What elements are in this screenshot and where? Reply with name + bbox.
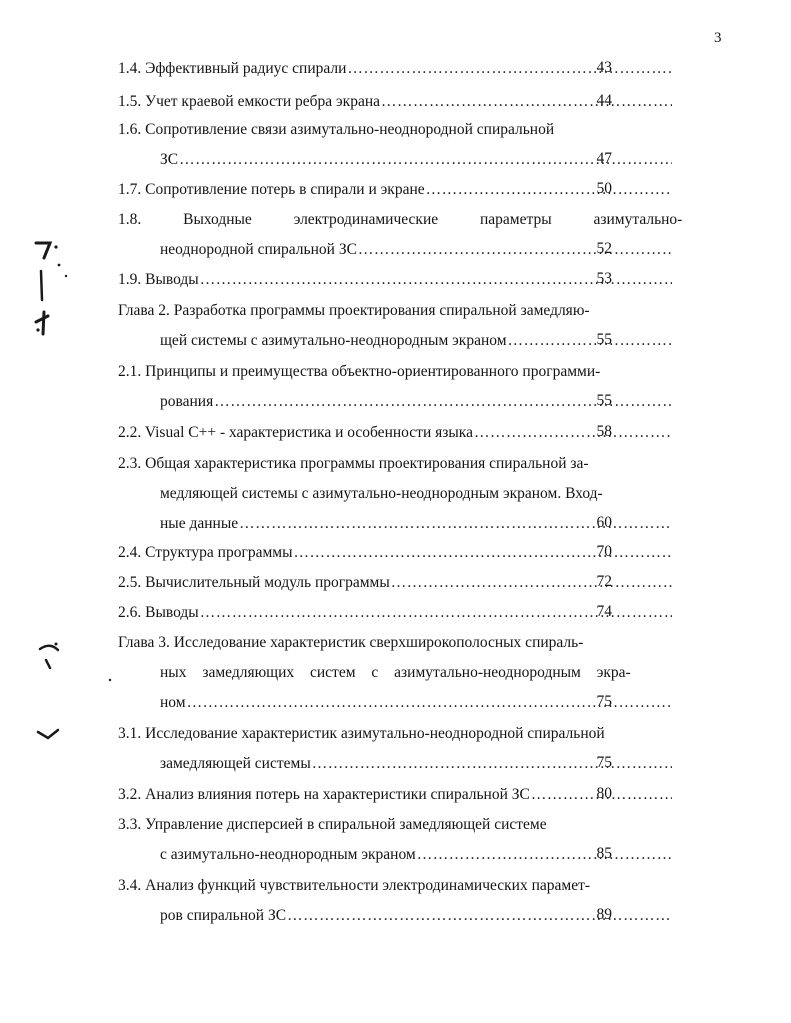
- entry-page-number: 60: [596, 514, 612, 531]
- entry-page-number: 50: [596, 180, 612, 197]
- entry-title: 2.2. Visual C++ - характеристика и особенности языка: [118, 424, 473, 441]
- entry-title-continued: рования: [160, 393, 214, 410]
- entry-title: 1.7. Сопротивление потерь в спирали и экране: [118, 181, 425, 198]
- margin-mark: [58, 264, 61, 267]
- entry-page-number: 43: [596, 59, 612, 76]
- entry-title-continued: неоднородной спиральной ЗС: [160, 241, 357, 258]
- entry-page-number: 47: [596, 150, 612, 167]
- entry-page-number: 72: [596, 573, 612, 590]
- entry-page-number: 52: [596, 240, 612, 257]
- entry-page-number: 74: [596, 603, 612, 620]
- dot-leader: [287, 906, 672, 926]
- entry-title-continued: ЗС: [160, 151, 179, 168]
- margin-mark: [36, 328, 39, 331]
- margin-mark: [41, 271, 42, 300]
- entry-title-continued: медляющей системы с азимутально-неоднородным экраном. Вход-: [160, 485, 603, 502]
- entry-page-number: 70: [596, 543, 612, 560]
- margin-mark: [54, 245, 57, 248]
- entry-title: Глава 2. Разработка программы проектирования спиральной замедляю-: [118, 302, 590, 319]
- dot-leader: [417, 845, 672, 865]
- entry-title-continued: ных замедляющих систем с азимутально-неоднородным экра-: [160, 664, 631, 681]
- margin-handwritten-marks: [0, 0, 120, 760]
- entry-page-number: 55: [596, 392, 612, 409]
- dot-leader: [391, 573, 672, 593]
- entry-title: 3.2. Анализ влияния потерь на характеристики спиральной ЗС: [118, 786, 530, 803]
- entry-title-justified: [118, 210, 683, 230]
- entry-title-continued: замедляющей системы: [160, 755, 311, 772]
- margin-mark: [55, 643, 58, 646]
- entry-title-continued: щей системы с азимутально-неоднородным экраном: [160, 332, 507, 349]
- entry-page-number: 89: [596, 906, 612, 923]
- entry-title: Глава 3. Исследование характеристик сверхширокополосных спираль-: [118, 634, 584, 651]
- dot-leader: [381, 92, 672, 112]
- entry-page-number: 75: [596, 693, 612, 710]
- margin-mark: [65, 275, 67, 277]
- margin-mark: [40, 646, 58, 668]
- entry-page-number: 44: [596, 92, 612, 109]
- entry-title-continued: ров спиральной ЗС: [160, 907, 287, 924]
- dot-leader: [293, 543, 672, 563]
- entry-title-justified: [118, 120, 672, 140]
- dot-leader: [347, 59, 672, 79]
- margin-mark: [38, 730, 58, 738]
- entry-title: 2.3. Общая характеристика программы проектирования спиральной за-: [118, 455, 589, 472]
- entry-title: 1.8. Выходные электродинамические параметры азимутально-: [118, 211, 683, 228]
- entry-page-number: 55: [596, 331, 612, 348]
- entry-title: 1.5. Учет краевой емкости ребра экрана: [118, 93, 380, 110]
- entry-title: 2.6. Выводы: [118, 604, 199, 621]
- entry-title: 1.6. Сопротивление связи азимутально-неоднородной спиральной: [118, 121, 555, 138]
- entry-page-number: 80: [596, 785, 612, 802]
- entry-title-continued: ном: [160, 694, 186, 711]
- entry-title: 2.5. Вычислительный модуль программы: [118, 574, 390, 591]
- entry-title: 3.3. Управление дисперсией в спиральной замедляющей системе: [118, 816, 547, 833]
- entry-title: 3.1. Исследование характеристик азимутально-неоднородной спиральной: [118, 725, 605, 742]
- entry-title: 1.9. Выводы: [118, 271, 199, 288]
- entry-title: 2.4. Структура программы: [118, 544, 293, 561]
- entry-title-continued: ные данные: [160, 515, 239, 532]
- page-number: 3: [714, 30, 722, 46]
- entry-title: 1.4. Эффективный радиус спирали: [118, 60, 347, 77]
- entry-title: 2.1. Принципы и преимущества объектно-ориентированного программи-: [118, 363, 601, 380]
- entry-page-number: 75: [596, 754, 612, 771]
- margin-mark: [109, 679, 111, 681]
- entry-title: 3.4. Анализ функций чувствительности электродинамических парамет-: [118, 877, 591, 894]
- entry-title-continued: с азимутально-неоднородным экраном: [160, 846, 416, 863]
- dot-leader: [358, 240, 672, 260]
- dot-leader: [426, 180, 672, 200]
- entry-page-number: 85: [596, 845, 612, 862]
- dot-leader: [312, 754, 672, 774]
- entry-page-number: 58: [596, 423, 612, 440]
- margin-mark: [36, 243, 50, 258]
- entry-page-number: 53: [596, 270, 612, 287]
